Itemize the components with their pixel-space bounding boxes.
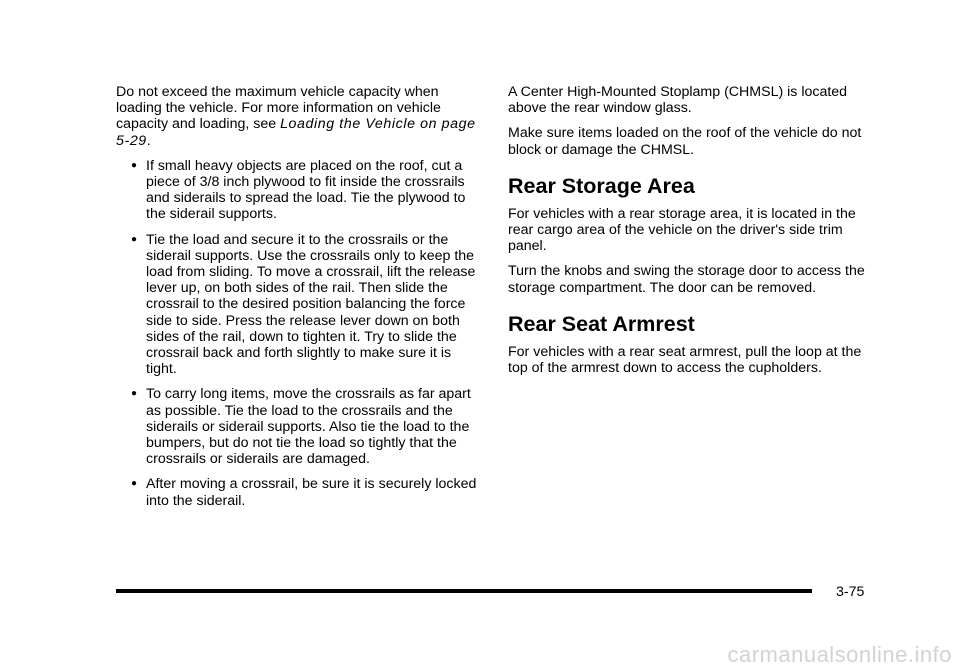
left-column bbox=[116, 84, 484, 518]
rear-armrest-heading: Rear Seat Armrest bbox=[508, 311, 695, 336]
rear-storage-heading: Rear Storage Area bbox=[508, 173, 695, 198]
bullet-icon: ● bbox=[131, 233, 138, 245]
rear-armrest-paragraph: For vehicles with a rear seat armrest, pull the loop at the top of the armrest down to access the cupholders. bbox=[508, 343, 862, 377]
list-item: ● To carry long items, move the crossrails as far apart as possible. Tie the load to the crossrails and the siderails or siderail supports. Also tie the load to the bumpers, but do not tie the load so tightly that the crossrails or siderails are damaged. bbox=[131, 386, 471, 468]
rear-storage-access-paragraph: Turn the knobs and swing the storage door to access the storage compartment. The door can be removed. bbox=[508, 263, 865, 296]
right-column bbox=[508, 84, 880, 385]
page-number: 3-75 bbox=[836, 584, 865, 600]
bullet-icon: ● bbox=[131, 159, 138, 171]
rear-storage-paragraph: For vehicles with a rear storage area, it is located in the rear cargo area of the vehicle on the driver's side trim panel. bbox=[508, 205, 856, 255]
watermark: carmanualsonline.info bbox=[727, 642, 952, 667]
chmsl-note-paragraph: Make sure items loaded on the roof of the vehicle do not block or damage the CHMSL. bbox=[508, 125, 862, 158]
footer-rule bbox=[116, 589, 812, 593]
list-item: ● Tie the load and secure it to the crossrails or the siderail supports. Use the crossrails only to keep the load from sliding. To move a crossrail, lift the release lever up, on both sides of the rail. Then slide the crossrail to the desired position balancing the force side to side. Press the release lever down on both sides of the rail, down to tighten it. Try to slide the crossrail back and forth slightly to make sure it is tight. bbox=[131, 231, 476, 378]
list-item: ● If small heavy objects are placed on the roof, cut a piece of 3/8 inch plywood to fit inside the crossrails and siderails to spread the load. Tie the plywood to the siderail supports. bbox=[131, 157, 466, 223]
bullet-list bbox=[116, 158, 484, 509]
chmsl-paragraph: A Center High-Mounted Stoplamp (CHMSL) is located above the rear window glass. bbox=[508, 84, 848, 117]
bullet-icon: ● bbox=[131, 388, 138, 400]
bullet-icon: ● bbox=[131, 478, 138, 490]
intro-paragraph: Do not exceed the maximum vehicle capacity when loading the vehicle. For more information on vehicle capacity and loading, see Loading the Vehicle on page 5-29. bbox=[116, 84, 476, 149]
list-item: ● After moving a crossrail, be sure it is securely locked into the siderail. bbox=[131, 476, 477, 509]
cross-reference-link[interactable]: Loading the Vehicle on page 5-29 bbox=[116, 116, 476, 149]
